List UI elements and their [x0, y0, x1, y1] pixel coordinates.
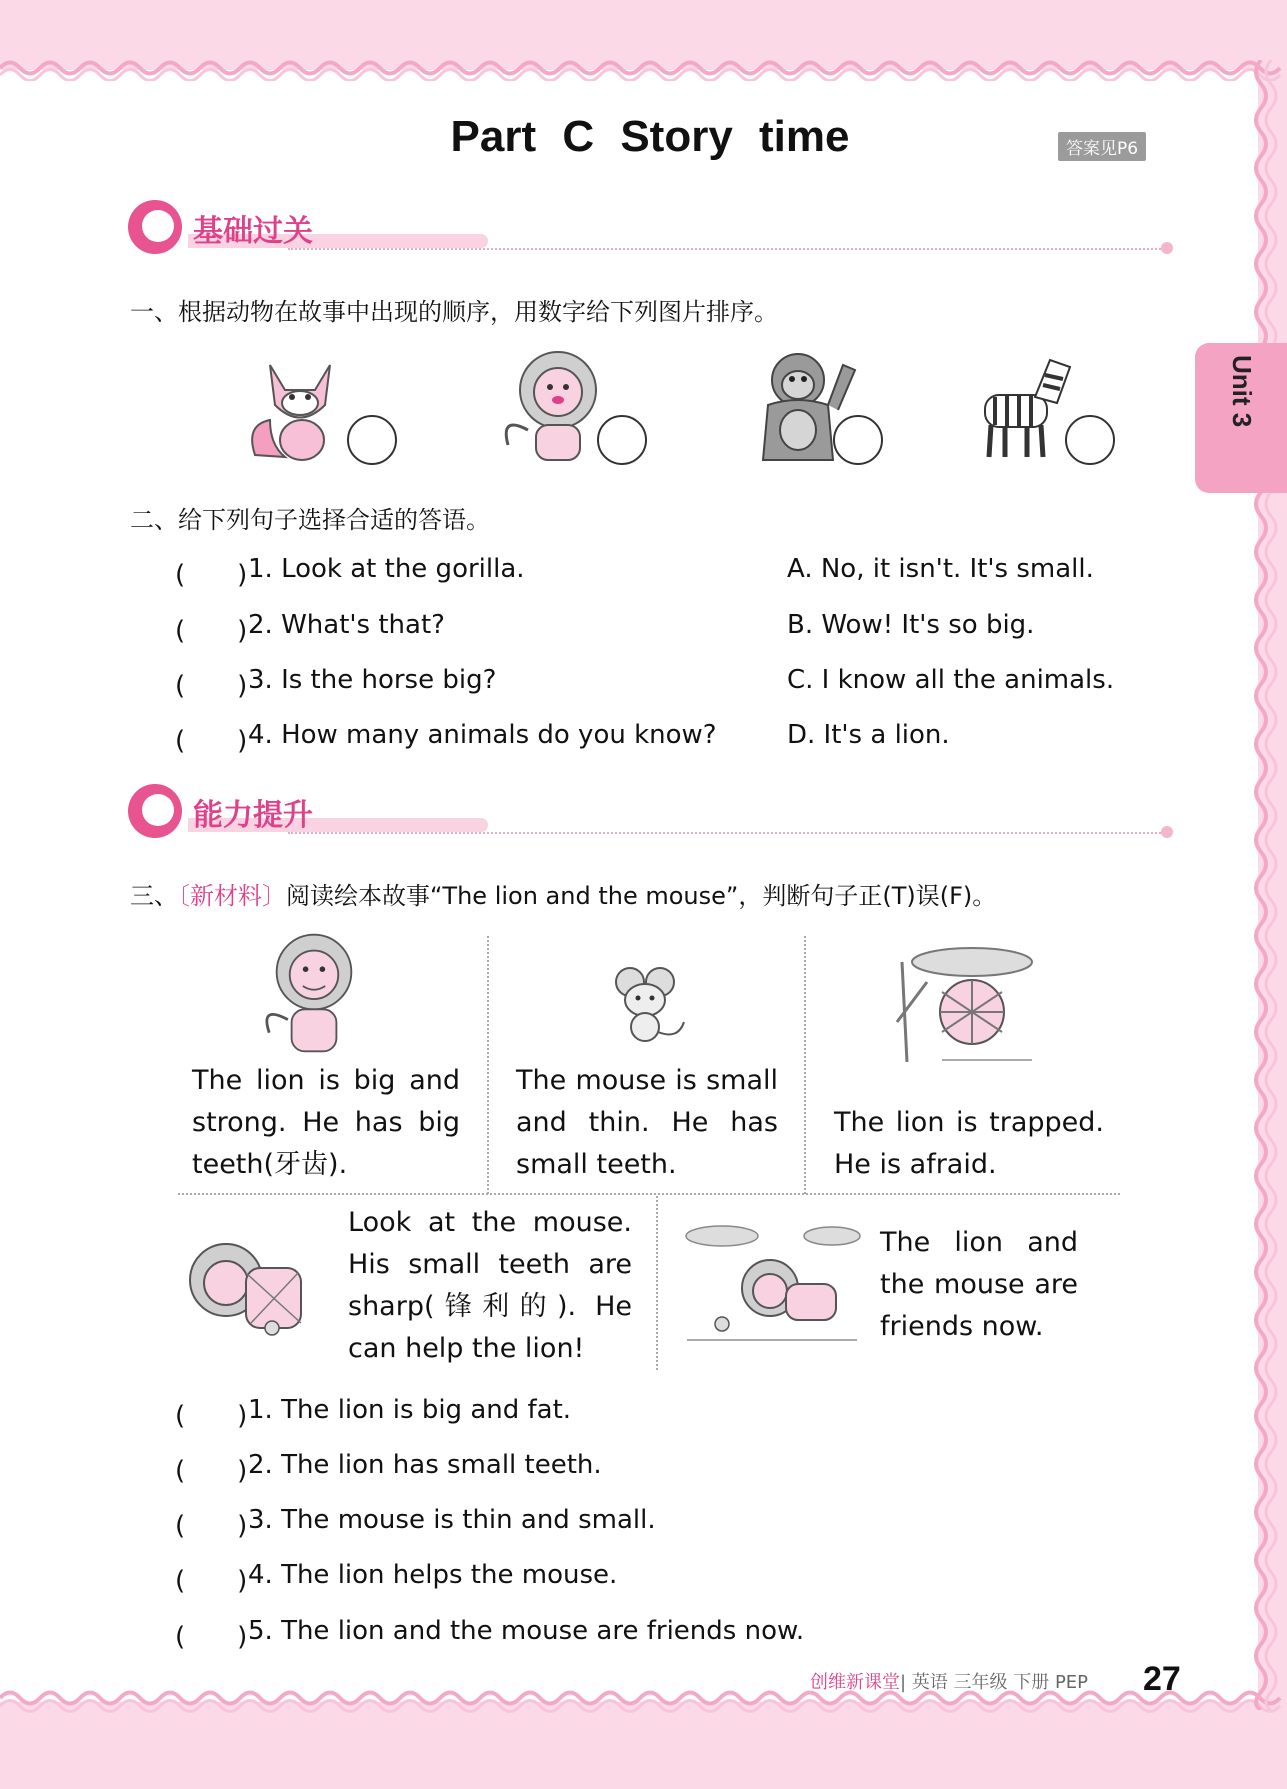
- fox-icon: [240, 345, 360, 465]
- monkey-icon: [128, 784, 182, 838]
- order-answer-circle[interactable]: [833, 415, 883, 465]
- lion-and-mouse-icon: [176, 1228, 310, 1346]
- trapped-lion-icon: [882, 942, 1042, 1068]
- story-panel-3-text: The lion is trapped. He is afraid.: [834, 1107, 1104, 1180]
- top-wave-border: [0, 55, 1287, 81]
- divider-end-bead: [1161, 242, 1173, 254]
- answer-blank[interactable]: ( ): [175, 616, 248, 646]
- q2-instruction: 二、给下列句子选择合适的答语。: [130, 506, 490, 534]
- monkey-icon: [128, 200, 182, 254]
- dotted-divider: [288, 832, 1168, 834]
- q3-statement: 4. The lion helps the mouse.: [248, 1560, 618, 1590]
- order-answer-circle[interactable]: [1065, 415, 1115, 465]
- footer-info: [810, 1668, 1088, 1694]
- divider-end-bead: [1161, 826, 1173, 838]
- footer-brand: 创维新课堂: [810, 1672, 900, 1693]
- story-panel-1-text: The lion is big and strong. He has big teeth(牙齿).: [192, 1065, 460, 1180]
- unit-side-tab[interactable]: [1195, 343, 1287, 493]
- q3-statement: 3. The mouse is thin and small.: [248, 1505, 656, 1535]
- q3-statement: 2. The lion has small teeth.: [248, 1450, 602, 1480]
- answer-blank[interactable]: ( ): [175, 560, 248, 590]
- q2-question: 1. Look at the gorilla.: [248, 554, 525, 584]
- story-panel-2-text: The mouse is small and thin. He has small teeth.: [516, 1065, 778, 1180]
- right-wave-border: [1251, 60, 1287, 1710]
- order-answer-circle[interactable]: [347, 415, 397, 465]
- q3-prefix: 三、: [130, 882, 178, 910]
- q2-question: 2. What's that?: [248, 610, 445, 640]
- panel-divider: [656, 1196, 658, 1370]
- bottom-wave-border: [0, 1690, 1287, 1716]
- q1-instruction: 一、根据动物在故事中出现的顺序，用数字给下列图片排序。: [130, 298, 778, 326]
- story-panel-4-text: Look at the mouse. His small teeth are sharp(锋利的). He can help the lion!: [348, 1207, 632, 1364]
- section-header-basic: [128, 198, 1173, 258]
- lion-icon: [258, 930, 370, 1056]
- q2-option: A. No, it isn't. It's small.: [787, 554, 1094, 584]
- footer-book-info: | 英语 三年级 下册 PEP: [900, 1672, 1089, 1693]
- panel-divider: [178, 1193, 1120, 1195]
- q3-statement: 1. The lion is big and fat.: [248, 1395, 572, 1425]
- mouse-icon: [600, 962, 690, 1046]
- panel-divider: [804, 936, 806, 1194]
- answer-blank[interactable]: ( ): [175, 671, 248, 701]
- section-title: 能力提升: [193, 798, 313, 833]
- q2-option: B. Wow! It's so big.: [787, 610, 1035, 640]
- section-title: 基础过关: [193, 214, 313, 249]
- dotted-divider: [288, 248, 1168, 250]
- answer-blank[interactable]: ( ): [175, 1622, 248, 1652]
- page-number: 27: [1143, 1660, 1181, 1698]
- q3-instruction: 阅读绘本故事“The lion and the mouse”，判断句子正(T)误(F)。: [286, 882, 997, 910]
- new-material-tag: 〔新材料〕: [178, 882, 286, 910]
- answer-blank[interactable]: ( ): [175, 1566, 248, 1596]
- q2-question: 3. Is the horse big?: [248, 665, 497, 695]
- q2-option: D. It's a lion.: [787, 720, 950, 750]
- answer-blank[interactable]: ( ): [175, 726, 248, 756]
- page-title: Part C Story time: [450, 112, 850, 161]
- answer-blank[interactable]: ( ): [175, 1511, 248, 1541]
- story-panel-5-text: The lion and the mouse are friends now.: [880, 1227, 1078, 1342]
- section-header-advanced: [128, 782, 1173, 842]
- q2-option: C. I know all the animals.: [787, 665, 1115, 695]
- q3-statement: 5. The lion and the mouse are friends now.: [248, 1616, 805, 1646]
- order-answer-circle[interactable]: [597, 415, 647, 465]
- q3-instruction-line: [130, 876, 996, 911]
- unit-tab-label: Unit 3: [1227, 355, 1257, 428]
- answer-blank[interactable]: ( ): [175, 1401, 248, 1431]
- answer-blank[interactable]: ( ): [175, 1456, 248, 1486]
- panel-divider: [487, 936, 489, 1194]
- q2-question: 4. How many animals do you know?: [248, 720, 717, 750]
- answer-reference-badge: 答案见P6: [1058, 132, 1146, 161]
- friends-scene-icon: [682, 1222, 862, 1350]
